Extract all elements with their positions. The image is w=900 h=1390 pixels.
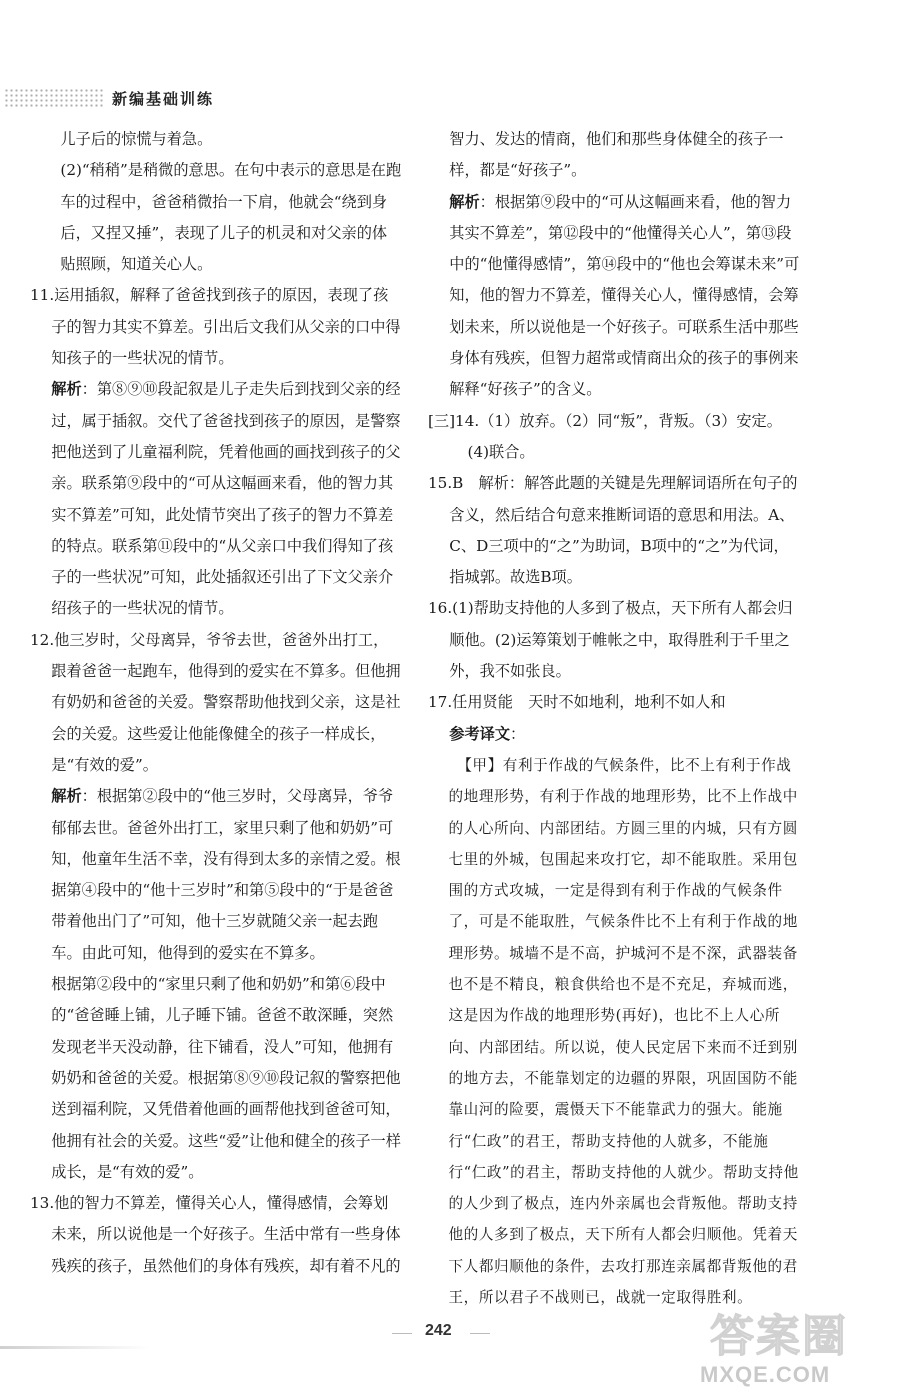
- answer-item-12: 12.他三岁时，父母离异，爷爷去世，爸爸外出打工，跟着爸爸一起跑车，他得到的爱实在不算多。但他拥有奶奶和爸爸的关爱。警察帮助他找到父亲，这是社会的关爱。这些爱让他能像健全的孩子一样成长，是“有效的爱”。: [30, 630, 401, 774]
- translation-paragraph: 【甲】有利于作战的气候条件，比不上有利于作战的地理形势，有利于作战的地理形势，比不上作战中的人心所向、内部团结。方圆三里的内城，只有方圆七里的外城，包围起来攻打它，却不能取胜。采用包围的方式攻城，一定是得到有利于作战的气候条件了，可是不能取胜，气候条件比不上有利于作战的地理形势。城墙不是不高，护城河不是不深，武器装备也不是不精良，粮食供给也不是不充足，弃城而逃，这是因为作战的地理形势(再好)，也比不上人心所向、内部团结。所以说，使人民定居下来而不迁到别的地方去，不能靠划定的边疆的界限，巩固国防不能靠山河的险要，震慑天下不能靠武力的强大。能施行“仁政”的君王，帮助支持他的人就多，不能施行“仁政”的君主，帮助支持他的人就少。帮助支持他的人少到了极点，连内外亲属也会背叛他。帮助支持他的人多到了极点，天下所有人都会归顺他。凭着天下人都归顺他的条件，去攻打那连亲属都背叛他的君王，所以君子不战则已，战就一定取得胜利。: [448, 756, 799, 1306]
- right-column: [428, 124, 800, 1313]
- left-column: [30, 124, 402, 1282]
- analysis-label: 解析: [449, 192, 480, 211]
- page-number: 242: [425, 1322, 452, 1339]
- footer-rule-left: [392, 1333, 412, 1334]
- analysis-continuation: 根据第②段中的“家里只剩了他和奶奶”和第⑥段中的“爸爸睡上铺，儿子睡下铺。爸爸不敢深睡，突然发现老半天没动静，往下铺看，没人”可知，他拥有奶奶和爸爸的关爱。根据第⑧⑨⑩段记叙的警察把他送到福利院，又凭借着他画的画帮他找到爸爸可知，他拥有社会的关爱。这些“爱”让他和健全的孩子一样成长，是“有效的爱”。: [51, 975, 401, 1181]
- watermark-logo: 答案圈: [710, 1311, 848, 1362]
- translation-label: 参考译文: [449, 724, 511, 743]
- answer-paragraph: (2)“稍稍”是稍微的意思。在句中表示的意思是在跑车的过程中，爸爸稍微抬一下肩，他就会“绕到身后，又捏又捶”，表现了儿子的机灵和对父亲的体贴照顾，知道关心人。: [60, 161, 402, 274]
- bottom-decoration-bar: [0, 1346, 150, 1349]
- analysis-paragraph: 解析：根据第②段中的“他三岁时，父母离异，爷爷郁郁去世。爸爸外出打工，家里只剩了他和奶奶”可知，他童年生活不幸，没有得到太多的亲情之爱。根据第④段中的“他十三岁时”和第⑤段中的“于是爸爸带着他出门了”可知，他十三岁就随父亲一起去跑车。由此可知，他得到的爱实在不算多。: [51, 787, 401, 962]
- answer-line: 儿子后的惊慌与着急。: [60, 130, 213, 148]
- translation-heading: 参考译文：: [449, 724, 526, 743]
- header-dot-pattern: [4, 88, 104, 108]
- answer-continuation: 智力、发达的情商，他们和那些身体健全的孩子一样，都是“好孩子”。: [449, 130, 784, 180]
- analysis-label: 解析: [51, 787, 82, 806]
- answer-item-13: 13.他的智力不算差，懂得关心人，懂得感情，会筹划未来，所以说他是一个好孩子。生活中常有一些身体残疾的孩子，虽然他们的身体有残疾，却有着不凡的: [30, 1194, 401, 1275]
- analysis-paragraph: 解析：根据第⑨段中的“可从这幅画来看，他的智力其实不算差”，第⑫段中的“他懂得关心人”，第⑬段中的“他懂得感情”，第⑭段中的“他也会筹谋未来”可知，他的智力不算差，懂得关心人，懂得感情，会筹划未来，所以说他是一个好孩子。可联系生活中那些身体有残疾，但智力超常或情商出众的孩子的事例来解释“好孩子”的含义。: [449, 192, 800, 399]
- answer-item-11: 11.运用插叙，解释了爸爸找到孩子的原因，表现了孩子的智力其实不算差。引出后文我们从父亲的口中得知孩子的一些状况的情节。: [30, 286, 401, 368]
- page-header: [0, 86, 260, 110]
- header-title: 新编基础训练: [112, 90, 215, 108]
- watermark-site: MXQE.COM: [700, 1362, 831, 1387]
- analysis-paragraph: 解析：第⑧⑨⑩段記叙是儿子走失后到找到父亲的经过，属于插叙。交代了爸爸找到孩子的原因，是警察把他送到了儿童福利院，凭着他画的画找到孩子的父亲。联系第⑨段中的“可从这幅画来看，他的智力其实不算差”可知，此处情节突出了孩子的智力不算差的特点。联系第⑪段中的“从父亲口中我们得知了孩子的一些状况”可知，此处插叙还引出了下文父亲介绍孩子的一些状况的情节。: [51, 380, 401, 618]
- analysis-label: 解析: [51, 380, 82, 399]
- watermark: [660, 1300, 900, 1390]
- footer-rule-right: [470, 1333, 490, 1334]
- answer-item-17: 17.任用贤能 天时不如地利，地利不如人和: [428, 693, 726, 712]
- answer-item-14: [三]14.（1）放弃。（2）同“叛”，背叛。（3）安定。(4)联合。: [428, 411, 782, 461]
- answer-item-16: 16.(1)帮助支持他的人多到了极点，天下所有人都会归顺他。(2)运筹策划于帷帐之中，取得胜利于千里之外，我不如张良。: [428, 599, 793, 681]
- answer-item-15: 15.B 解析：解答此题的关键是先理解词语所在句子的含义，然后结合句意来推断词语的意思和用法。A、C、D三项中的“之”为助词，B项中的“之”为代词，指城郭。故选B项。: [428, 474, 798, 587]
